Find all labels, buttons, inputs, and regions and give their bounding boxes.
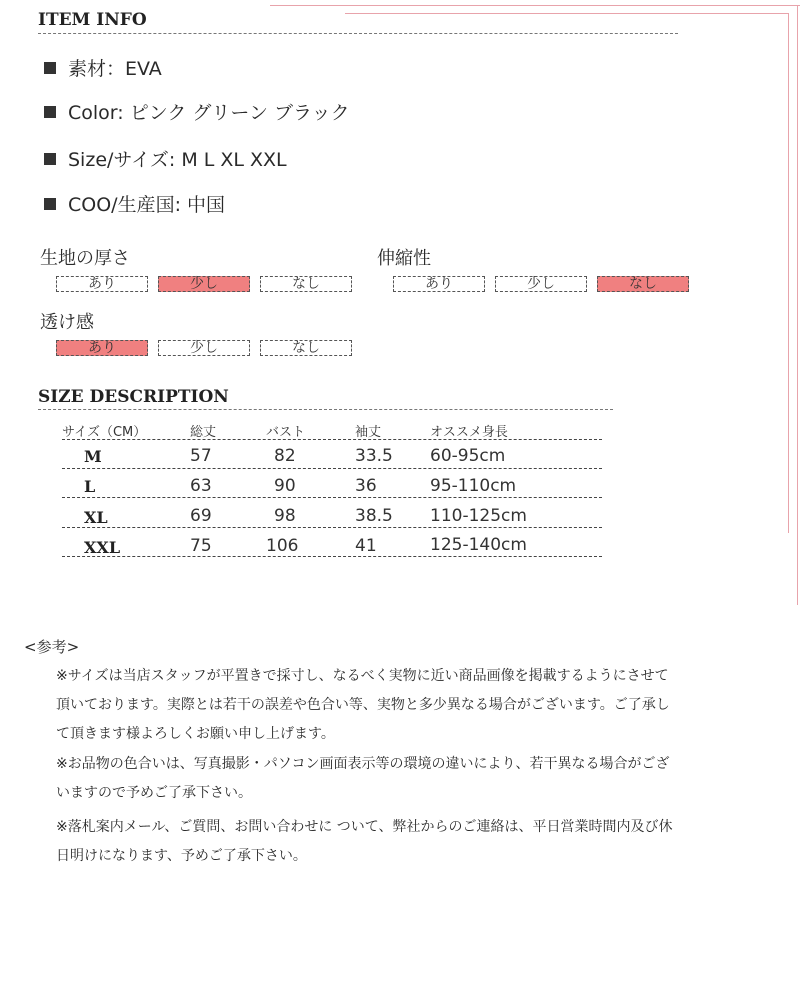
decorative-line-right-1: [788, 13, 789, 533]
header-length: 総丈: [190, 425, 217, 440]
bullet-icon: [44, 198, 56, 210]
spec-color-text: Color: ピンク グリーン ブラック: [68, 102, 350, 124]
table-row-line: [62, 527, 602, 528]
transparency-option-ari: あり: [56, 340, 148, 356]
table-row-line: [62, 468, 602, 469]
row-m-height: 60-95cm: [430, 446, 506, 466]
thickness-option-sukoshi: 少し: [158, 276, 250, 292]
row-xl-bust: 98: [274, 506, 296, 526]
row-xl-sleeve: 38.5: [355, 506, 393, 526]
thickness-label: 生地の厚さ: [40, 248, 130, 269]
row-l-length: 63: [190, 476, 212, 496]
spec-origin-text: COO/生産国: 中国: [68, 194, 226, 216]
bullet-icon: [44, 62, 56, 74]
spec-origin: [44, 190, 225, 217]
row-l-sleeve: 36: [355, 476, 377, 496]
transparency-option-sukoshi: 少し: [158, 340, 250, 356]
spec-size: [44, 145, 287, 172]
decorative-line-top-2: [345, 13, 788, 14]
reference-note-1: ※サイズは当店スタッフが平置きで採寸し、なるべく実物に近い商品画像を掲載するようにさせて頂いております。実際とは若干の誤差や色合い等、実物と多少異なる場合がございます。ご了承して頂きます様よろしくお願い申し上げます。: [56, 668, 670, 742]
bullet-icon: [44, 106, 56, 118]
row-xxl-bust: 106: [266, 536, 299, 556]
decorative-line-top-1: [270, 5, 800, 6]
thickness-option-ari: あり: [56, 276, 148, 292]
bullet-icon: [44, 153, 56, 165]
header-bust: バスト: [266, 425, 306, 440]
row-l-height: 95-110cm: [430, 476, 517, 496]
header-sleeve: 袖丈: [355, 425, 382, 440]
reference-note-2: ※お品物の色合いは、写真撮影・パソコン画面表示等の環境の違いにより、若干異なる場合がございますので予めご了承下さい。: [56, 756, 670, 801]
reference-heading: <参考>: [24, 638, 80, 656]
row-l-bust: 90: [274, 476, 296, 496]
header-height: オススメ身長: [430, 425, 508, 440]
row-m-length: 57: [190, 446, 212, 466]
transparency-label: 透け感: [40, 312, 94, 333]
row-xxl-size: XXL: [84, 538, 121, 557]
spec-material-text: 素材：EVA: [68, 58, 162, 80]
table-row-line: [62, 556, 602, 557]
spec-material: [44, 54, 162, 81]
row-xl-length: 69: [190, 506, 212, 526]
stretch-option-sukoshi: 少し: [495, 276, 587, 292]
row-xl-size: XL: [84, 508, 108, 527]
stretch-option-ari: あり: [393, 276, 485, 292]
row-xxl-length: 75: [190, 536, 212, 556]
transparency-option-nashi: なし: [260, 340, 352, 356]
thickness-option-nashi: なし: [260, 276, 352, 292]
header-size: サイズ（CM）: [62, 425, 147, 440]
reference-note-3: ※落札案内メール、ご質問、お問い合わせに ついて、弊社からのご連絡は、平日営業時間内及び休日明けになります、予めご了承下さい。: [56, 819, 673, 864]
stretch-label: 伸縮性: [377, 248, 431, 269]
table-row-line: [62, 497, 602, 498]
item-info-divider: [38, 33, 678, 34]
spec-size-text: Size/サイズ: M L XL XXL: [68, 149, 287, 171]
row-xl-height: 110-125cm: [430, 506, 527, 526]
row-m-bust: 82: [274, 446, 296, 466]
row-l-size: L: [84, 477, 96, 496]
stretch-option-nashi: なし: [597, 276, 689, 292]
item-info-title: ITEM INFO: [38, 10, 147, 30]
table-row-line: [62, 439, 602, 440]
row-xxl-height: 125-140cm: [430, 535, 527, 555]
size-description-divider: [38, 409, 613, 410]
row-xxl-sleeve: 41: [355, 536, 377, 556]
row-m-size: M: [84, 447, 102, 466]
spec-color: [44, 98, 350, 125]
decorative-line-right-2: [797, 5, 798, 605]
size-description-title: SIZE DESCRIPTION: [38, 387, 229, 407]
row-m-sleeve: 33.5: [355, 446, 393, 466]
